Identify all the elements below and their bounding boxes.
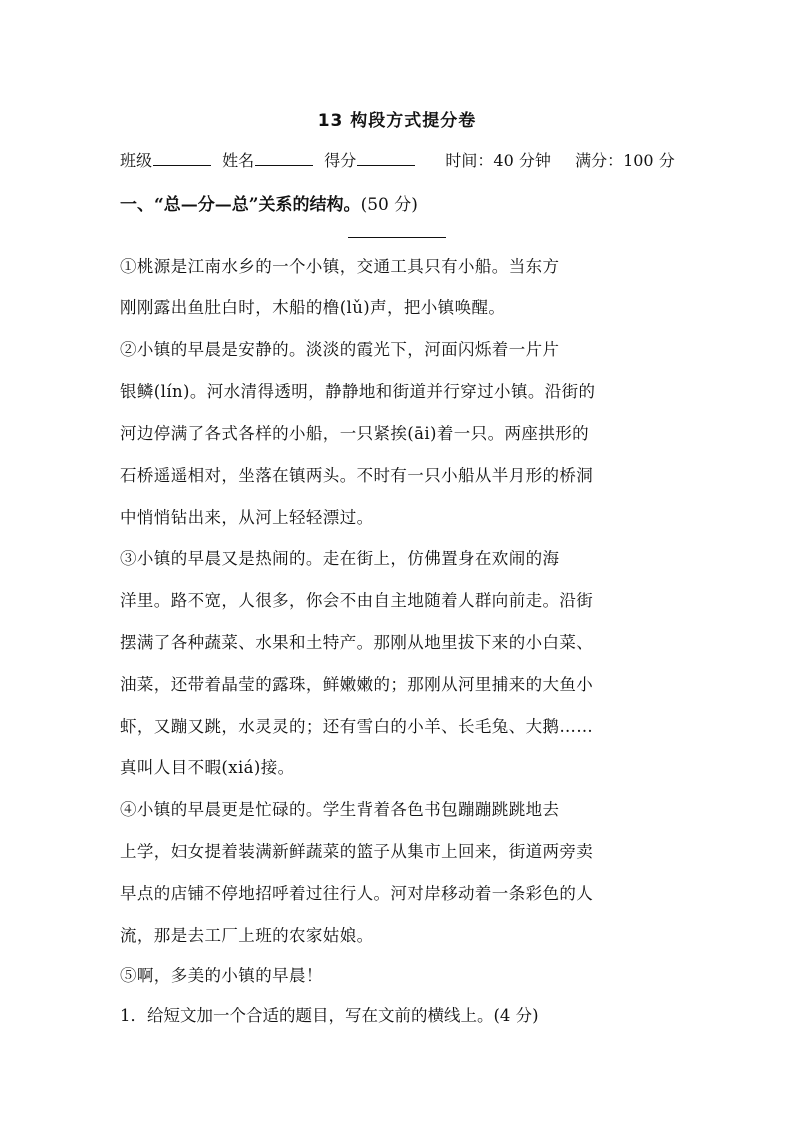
passage-line: 虾，又蹦又跳，水灵灵的；还有雪白的小羊、长毛兔、大鹅…… bbox=[120, 717, 594, 736]
passage-line: ⑤啊，多美的小镇的早晨！ bbox=[120, 966, 323, 985]
passage-line: 洋里。路不宽，人很多，你会不由自主地随着人群向前走。沿街 bbox=[120, 591, 594, 610]
passage-line: 银鳞(lín)。河水清得透明，静静地和街道并行穿过小镇。沿街的 bbox=[120, 382, 596, 401]
full-score-label: 满分：100 分 bbox=[575, 151, 675, 170]
name-field bbox=[222, 148, 313, 171]
time-label: 时间：40 分钟 bbox=[445, 151, 551, 170]
passage-line: 流，那是去工厂上班的农家姑娘。 bbox=[120, 926, 374, 945]
passage-line: 石桥遥遥相对，坐落在镇两头。不时有一只小船从半月形的桥洞 bbox=[120, 466, 594, 485]
passage-line: ②小镇的早晨是安静的。淡淡的霞光下，河面闪烁着一片片 bbox=[120, 340, 560, 359]
section-points: (50 分) bbox=[360, 195, 418, 215]
section-heading-text: 一、“总—分—总”关系的结构。 bbox=[120, 195, 361, 215]
name-blank[interactable] bbox=[255, 151, 313, 166]
section-heading bbox=[120, 190, 418, 215]
passage-line: ①桃源是江南水乡的一个小镇，交通工具只有小船。当东方 bbox=[120, 257, 560, 276]
passage-line: 上学，妇女提着装满新鲜蔬菜的篮子从集市上回来，街道两旁卖 bbox=[120, 842, 594, 861]
class-label: 班级 bbox=[120, 151, 153, 170]
passage-title-blank[interactable] bbox=[348, 237, 446, 238]
passage-line: 真叫人目不暇(xiá)接。 bbox=[120, 758, 295, 777]
passage-line: ④小镇的早晨更是忙碌的。学生背着各色书包蹦蹦跳跳地去 bbox=[120, 800, 560, 819]
class-field bbox=[120, 148, 211, 171]
score-field bbox=[324, 148, 415, 171]
page-title: 13 构段方式提分卷 bbox=[317, 111, 477, 131]
name-label: 姓名 bbox=[222, 151, 255, 170]
passage-line: 中悄悄钻出来，从河上轻轻漂过。 bbox=[120, 508, 374, 527]
passage-line: 早点的店铺不停地招呼着过往行人。河对岸移动着一条彩色的人 bbox=[120, 884, 594, 903]
class-blank[interactable] bbox=[153, 151, 211, 166]
student-info-row bbox=[120, 148, 690, 171]
score-blank[interactable] bbox=[357, 151, 415, 166]
passage-line: ③小镇的早晨又是热闹的。走在街上，仿佛置身在欢闹的海 bbox=[120, 549, 560, 568]
passage-line: 刚刚露出鱼肚白时，木船的橹(lǔ)声，把小镇唤醒。 bbox=[120, 298, 506, 317]
passage-line: 河边停满了各式各样的小船，一只紧挨(āi)着一只。两座拱形的 bbox=[120, 424, 589, 443]
question-1: 1．给短文加一个合适的题目，写在文前的横线上。(4 分) bbox=[120, 1006, 539, 1025]
passage-line: 摆满了各种蔬菜、水果和土特产。那刚从地里拔下来的小白菜、 bbox=[120, 633, 594, 652]
passage-line: 油菜，还带着晶莹的露珠，鲜嫩嫩的；那刚从河里捕来的大鱼小 bbox=[120, 675, 594, 694]
score-label: 得分 bbox=[324, 151, 357, 170]
